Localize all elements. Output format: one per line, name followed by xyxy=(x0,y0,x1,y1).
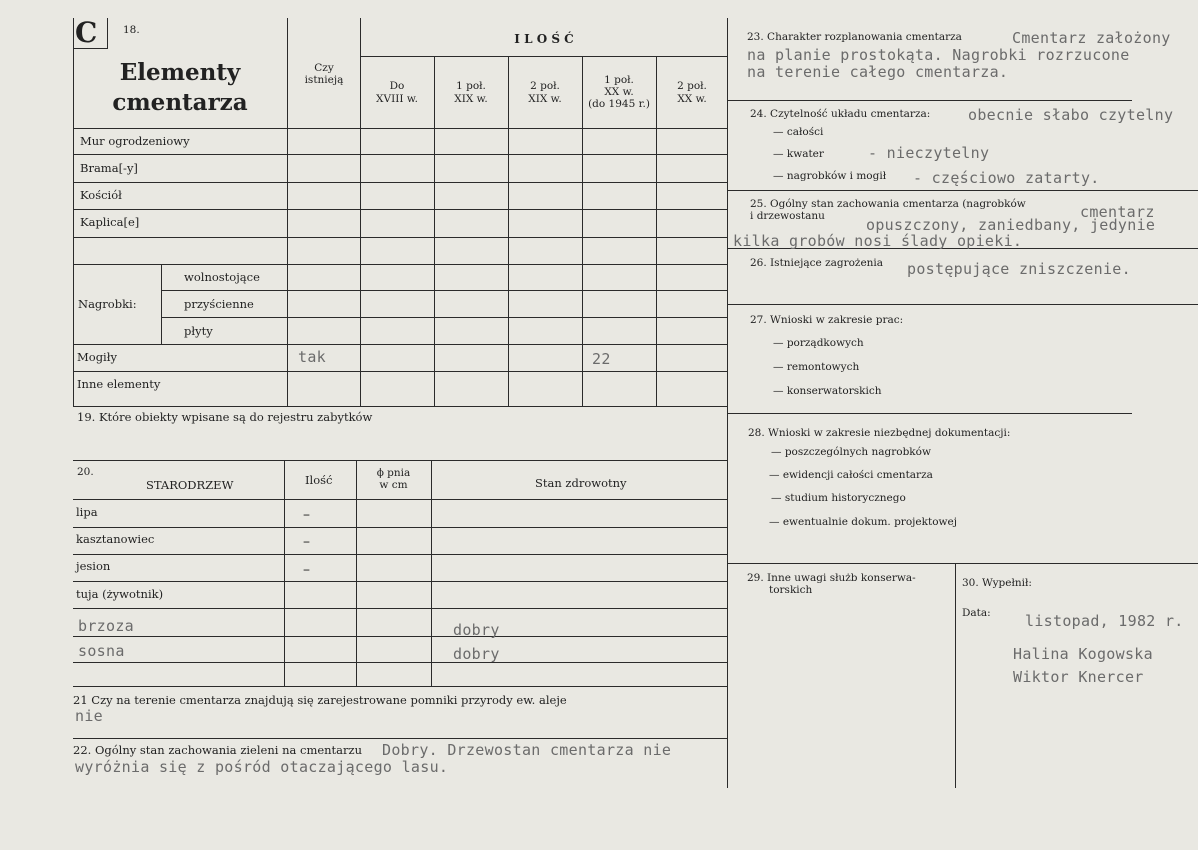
mogily-istnieja-value: tak xyxy=(298,348,326,366)
date-label: Data: xyxy=(962,607,991,619)
question-24-item-calosci: — całości xyxy=(773,126,824,138)
frame-line xyxy=(284,460,285,686)
form-title-line-2: cmentarza xyxy=(112,89,248,116)
period-line: Do xyxy=(389,80,405,92)
question-30: 30. Wypełnił: xyxy=(962,577,1032,589)
question-24-answer: obecnie słabo czytelny xyxy=(968,106,1174,124)
tree-brzoza-stan: dobry xyxy=(453,621,500,639)
question-25-answer-1: cmentarz xyxy=(1080,203,1155,221)
filler-name-2: Wiktor Knercer xyxy=(1013,668,1144,686)
row-line xyxy=(73,527,728,528)
tree-kasztanowiec-ilosc: – xyxy=(303,534,310,550)
header-tree-ilosc: Ilość xyxy=(305,473,333,487)
frame-line xyxy=(656,56,657,406)
question-23-answer-2: na planie prostokąta. Nagrobki rozrzucone xyxy=(747,46,1130,64)
row-line xyxy=(73,154,728,155)
question-28-item-nagrobkow: — poszczególnych nagrobków xyxy=(771,446,931,458)
header-period-1 xyxy=(360,80,434,106)
filler-name-1: Halina Kogowska xyxy=(1013,645,1153,663)
row-label-kosciol: Kościół xyxy=(80,188,122,202)
question-22-answer-1: Dobry. Drzewostan cmentarza nie xyxy=(382,741,672,759)
question-28-item-ewidencji: — ewidencji całości cmentarza xyxy=(769,469,933,481)
question-27-item-porzadkowych: — porządkowych xyxy=(773,337,864,349)
question-21: 21 Czy na terenie cmentarza znajdują się zarejestrowane pomniki przyrody ew. aleje xyxy=(73,693,567,707)
row-line xyxy=(73,371,728,372)
frame-line xyxy=(356,460,357,686)
row-line xyxy=(73,608,728,609)
row-label-plyty: płyty xyxy=(184,324,213,338)
row-line xyxy=(161,317,728,318)
header-ilosc: I L O Ś Ć xyxy=(514,32,574,46)
period-line: 1 poł. xyxy=(604,74,634,86)
tree-lipa: lipa xyxy=(76,505,98,519)
question-22: 22. Ogólny stan zachowania zieleni na cmentarzu xyxy=(73,743,362,757)
frame-line xyxy=(508,56,509,406)
row-label-wolnostojace: wolnostojące xyxy=(184,270,260,284)
frame-line xyxy=(360,56,728,57)
question-23: 23. Charakter rozplanowania cmentarza xyxy=(747,31,962,43)
row-line xyxy=(73,209,728,210)
frame-line xyxy=(73,18,74,406)
frame-line xyxy=(727,190,1198,191)
row-line xyxy=(73,554,728,555)
period-line: 2 poł. xyxy=(677,80,707,92)
question-27: 27. Wnioski w zakresie prac: xyxy=(750,314,904,326)
question-23-answer-3: na terenie całego cmentarza. xyxy=(747,63,1009,81)
header-pnia-line-2: w cm xyxy=(379,479,408,491)
header-period-3 xyxy=(508,80,582,106)
question-26: 26. Istniejące zagrożenia xyxy=(750,257,884,269)
tree-jesion: jesion xyxy=(76,559,111,573)
row-line xyxy=(73,264,728,265)
question-25-answer-3: kilka grobów nosi ślady opieki. xyxy=(733,232,1023,250)
row-label-mur: Mur ogrodzeniowy xyxy=(80,134,190,148)
question-21-answer: nie xyxy=(75,707,103,725)
mogily-count-value: 22 xyxy=(592,350,611,368)
row-label-kaplica: Kaplica[e] xyxy=(80,215,140,229)
header-starodrzew: STARODRZEW xyxy=(146,478,234,492)
question-28: 28. Wnioski w zakresie niezbędnej dokumentacji: xyxy=(748,427,1011,439)
period-line: XIX w. xyxy=(528,93,562,105)
tree-sosna: sosna xyxy=(78,642,125,660)
period-line: XX w. xyxy=(677,93,707,105)
frame-line xyxy=(161,264,162,344)
row-label-nagrobki: Nagrobki: xyxy=(78,297,137,311)
frame-line xyxy=(727,413,1132,414)
question-24-nagrobki-answer: - częściowo zatarty. xyxy=(913,169,1100,187)
period-line: XX w. xyxy=(604,86,634,98)
header-stan-zdrowotny: Stan zdrowotny xyxy=(535,476,627,490)
question-28-item-studium: — studium historycznego xyxy=(771,492,906,504)
frame-line xyxy=(727,563,1198,564)
frame-line xyxy=(73,499,728,500)
tree-sosna-stan: dobry xyxy=(453,645,500,663)
period-line: 1 poł. xyxy=(456,80,486,92)
date-value: listopad, 1982 r. xyxy=(1025,612,1184,630)
tree-lipa-ilosc: – xyxy=(303,507,310,523)
question-24-item-kwater: — kwater xyxy=(773,148,824,160)
question-28-item-projektowej: — ewentualnie dokum. projektowej xyxy=(769,516,957,528)
field-number-18: 18. xyxy=(123,24,140,36)
question-23-answer-1: Cmentarz założony xyxy=(1012,29,1171,47)
question-25-line-1: 25. Ogólny stan zachowania cmentarza (nagrobków xyxy=(750,198,1026,210)
row-label-mogily: Mogiły xyxy=(77,350,117,364)
frame-line xyxy=(73,686,728,687)
header-period-5 xyxy=(656,80,728,106)
period-line: (do 1945 r.) xyxy=(588,98,650,110)
question-29-line-1: 29. Inne uwagi służb konserwa- xyxy=(747,572,916,584)
tree-jesion-ilosc: – xyxy=(303,562,310,578)
frame-line xyxy=(360,18,361,406)
tree-kasztanowiec: kasztanowiec xyxy=(76,532,155,546)
frame-line xyxy=(431,460,432,686)
frame-line xyxy=(73,128,728,129)
row-line xyxy=(73,662,728,663)
frame-line xyxy=(434,56,435,406)
header-pnia xyxy=(356,467,431,491)
question-24: 24. Czytelność układu cmentarza: xyxy=(750,108,931,120)
header-czy-istnieja xyxy=(288,62,360,86)
question-27-item-remontowych: — remontowych xyxy=(773,361,860,373)
frame-line xyxy=(73,738,728,739)
row-line xyxy=(73,636,728,637)
tree-brzoza: brzoza xyxy=(78,617,134,635)
period-line: XVIII w. xyxy=(376,93,418,105)
section-letter: C xyxy=(75,16,98,49)
frame-line xyxy=(73,460,728,461)
form-title xyxy=(90,58,270,118)
question-24-kwater-answer: - nieczytelny xyxy=(868,144,990,162)
header-pnia-line-1: ϕ pnia xyxy=(376,467,411,479)
row-line xyxy=(73,581,728,582)
header-istnieja: istnieją xyxy=(304,74,344,86)
question-29-line-2: torskich xyxy=(769,584,813,596)
row-line xyxy=(73,182,728,183)
section-letter-box xyxy=(73,18,108,49)
row-line xyxy=(73,237,728,238)
question-25-answer-2: opuszczony, zaniedbany, jedynie xyxy=(866,216,1156,234)
tree-tuja: tuja (żywotnik) xyxy=(76,587,164,601)
row-label-brama: Brama[-y] xyxy=(80,161,138,175)
question-20-number: 20. xyxy=(77,466,94,478)
row-line xyxy=(73,344,728,345)
frame-line xyxy=(727,100,1132,101)
question-26-answer: postępujące zniszczenie. xyxy=(907,260,1131,278)
question-25-line-2: i drzewostanu xyxy=(750,210,825,222)
frame-line xyxy=(955,563,956,788)
question-22-answer-2: wyróżnia się z pośród otaczającego lasu. xyxy=(75,758,449,776)
row-label-inne: Inne elementy xyxy=(77,377,161,391)
frame-line xyxy=(727,18,728,788)
question-27-item-konserwatorskich: — konserwatorskich xyxy=(773,385,882,397)
frame-line xyxy=(73,406,728,407)
period-line: XIX w. xyxy=(454,93,488,105)
question-19: 19. Które obiekty wpisane są do rejestru zabytków xyxy=(77,410,373,424)
header-period-4 xyxy=(582,74,656,110)
frame-line xyxy=(727,304,1198,305)
header-czy: Czy xyxy=(314,62,334,74)
header-period-2 xyxy=(434,80,508,106)
question-24-item-nagrobki: — nagrobków i mogił xyxy=(773,170,887,182)
period-line: 2 poł. xyxy=(530,80,560,92)
row-label-przyscienne: przyścienne xyxy=(184,297,254,311)
form-title-line-1: Elementy xyxy=(119,59,241,86)
row-line xyxy=(161,290,728,291)
